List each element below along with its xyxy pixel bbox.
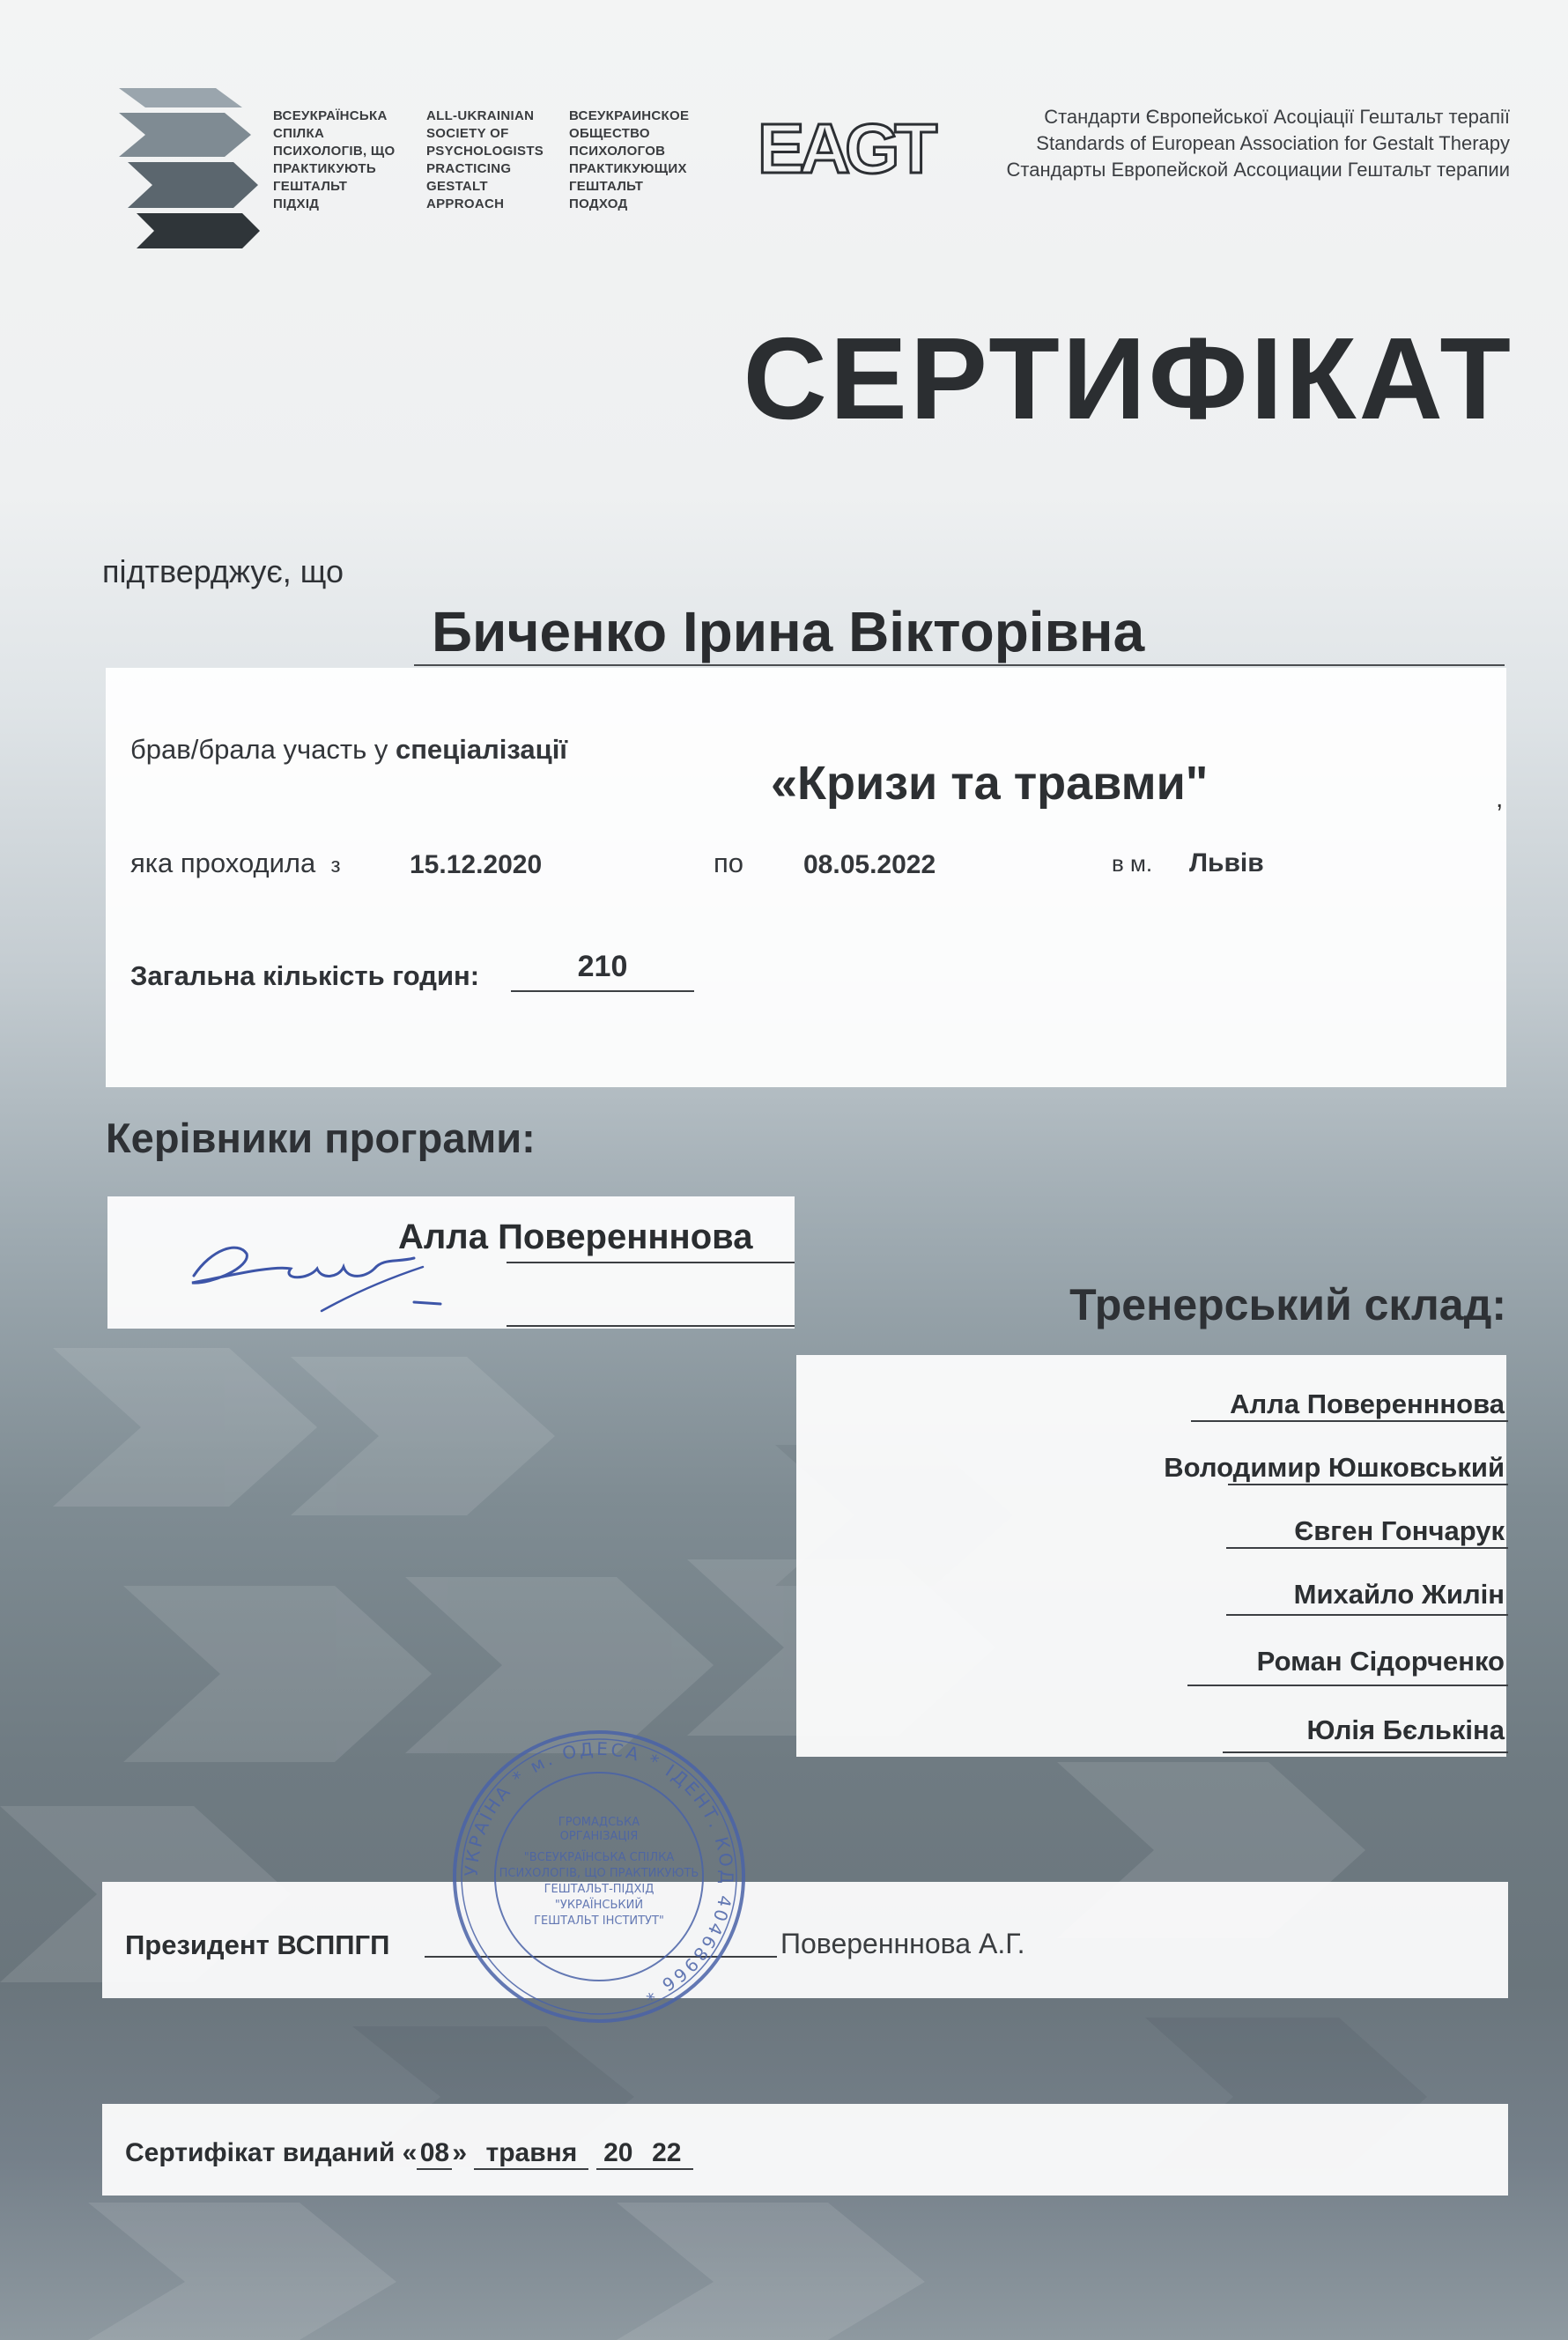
trainer-2: Володимир Юшковський — [1164, 1452, 1505, 1483]
trainer-5: Роман Сідорченко — [1256, 1646, 1505, 1677]
trainer-1-underline — [1191, 1420, 1508, 1422]
svg-text:УКРАЇНА * м. ОДЕСА * ІДЕНТ. КО: УКРАЇНА * м. ОДЕСА * ІДЕНТ. КОД 40468966 * — [460, 1737, 738, 2007]
trainer-1: Алла Поверенннова — [1230, 1388, 1505, 1419]
svg-text:ПСИХОЛОГІВ, ЩО ПРАКТИКУЮТЬ: ПСИХОЛОГІВ, ЩО ПРАКТИКУЮТЬ — [499, 1867, 699, 1880]
official-stamp — [449, 1727, 749, 2026]
to-word: по — [714, 848, 744, 878]
president-name: Поверенннова А.Г. — [780, 1928, 1025, 1959]
issued-date-text: Сертифікат виданий « 08 » травня 20 22 — [125, 2138, 693, 2170]
end-date: 08.05.2022 — [803, 850, 936, 879]
vsppgp-logo-icon — [110, 86, 260, 249]
trainers-heading: Тренерський склад: — [1069, 1280, 1506, 1329]
trainer-4-underline — [1226, 1614, 1508, 1616]
svg-text:"УКРАЇНСЬКИЙ: "УКРАЇНСЬКИЙ — [554, 1899, 644, 1912]
hours-value: 210 — [577, 950, 628, 983]
leader-name-underline — [507, 1262, 795, 1263]
eagt-logo — [756, 109, 933, 188]
recipient-name-underline — [414, 664, 1505, 666]
trainer-6-underline — [1223, 1751, 1508, 1753]
trainer-3-underline — [1226, 1547, 1508, 1549]
org-name-en: ALL-UKRAINIAN SOCIETY OF PSYCHOLOGISTS PRACTICING GESTALT APPROACH — [426, 108, 544, 211]
svg-text:ГРОМАДСЬКА: ГРОМАДСЬКА — [558, 1816, 640, 1829]
org-name-ua: ВСЕУКРАЇНСЬКА СПІЛКА ПСИХОЛОГІВ, ЩО ПРАКТИКУЮТЬ ГЕШТАЛЬТ ПІДХІД — [273, 108, 396, 211]
hours-label: Загальна кількість годин: — [130, 960, 480, 991]
svg-text:ГЕШТАЛЬТ-ПІДХІД: ГЕШТАЛЬТ-ПІДХІД — [544, 1883, 655, 1896]
participation-text: брав/брала участь у спеціалізації — [130, 734, 568, 765]
hours-underline — [511, 990, 694, 992]
president-label: Президент ВСППГП — [125, 1929, 390, 1960]
city-label: в м. — [1112, 850, 1153, 877]
leader-name: Алла Поверенннова — [398, 1218, 753, 1256]
trainer-5-underline — [1187, 1685, 1508, 1686]
trainer-2-underline — [1228, 1484, 1508, 1485]
trainer-4: Михайло Жилін — [1293, 1579, 1505, 1610]
recipient-name: Биченко Ірина Вікторівна — [432, 600, 1145, 663]
confirms-text: підтверджує, що — [102, 553, 344, 589]
leaders-heading: Керівники програми: — [106, 1114, 536, 1161]
leader-signature-line — [507, 1325, 795, 1327]
svg-text:EAGT: EAGT — [758, 109, 933, 188]
course-comma: , — [1496, 784, 1504, 813]
course-title: «Кризи та травми" — [771, 757, 1209, 810]
certificate-title: СЕРТИФІКАТ — [743, 314, 1513, 443]
eagt-standards-text: Стандарти Європейської Асоціації Гештальт терапії Standards of European Association for Gestalt Therapy Стандарты Европейской Ассоциации Гештальт терапии — [1006, 106, 1510, 181]
svg-text:"ВСЕУКРАЇНСЬКА СПІЛКА: "ВСЕУКРАЇНСЬКА СПІЛКА — [523, 1851, 675, 1864]
svg-text:ОРГАНІЗАЦІЯ: ОРГАНІЗАЦІЯ — [559, 1830, 639, 1843]
start-date: 15.12.2020 — [410, 850, 543, 879]
trainer-3: Євген Гончарук — [1294, 1515, 1505, 1546]
city: Львів — [1189, 848, 1264, 878]
org-name-ru: ВСЕУКРАИНСКОЕ ОБЩЕСТВО ПСИХОЛОГОВ ПРАКТИКУЮЩИХ ГЕШТАЛЬТ ПОДХОД — [569, 108, 690, 211]
svg-text:ГЕШТАЛЬТ ІНСТИТУТ": ГЕШТАЛЬТ ІНСТИТУТ" — [534, 1914, 664, 1928]
held-label: яка проходила з — [130, 848, 341, 878]
trainer-6: Юлія Бєлькіна — [1306, 1714, 1505, 1745]
